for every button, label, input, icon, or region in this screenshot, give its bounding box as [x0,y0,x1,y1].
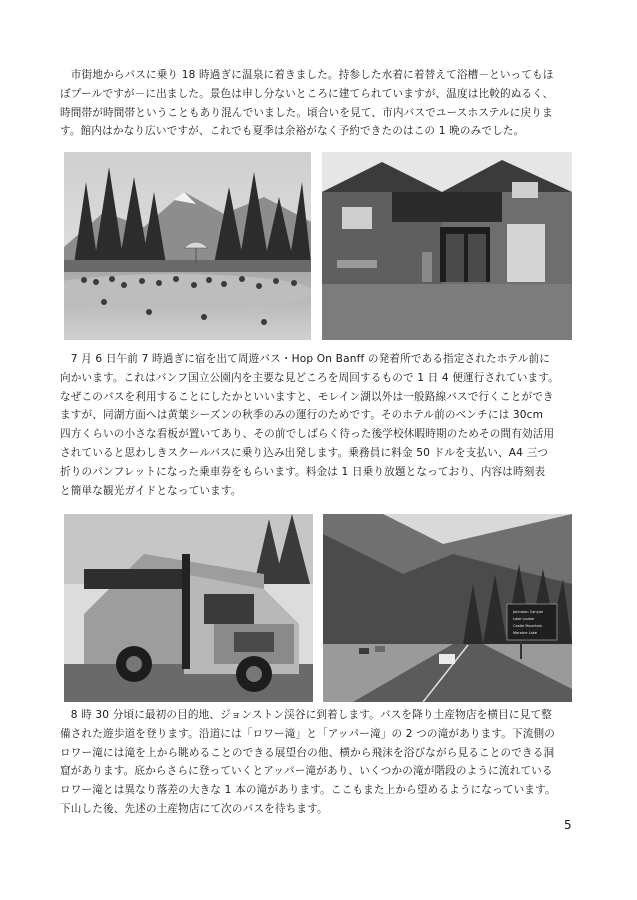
text-line: なぜこのバスを利用することにしたかといいますと、モレイン湖以外は一般路線バスで行くことができ [60,390,554,403]
text-line: ロワー滝とは異なり落差の大きな 1 本の滝があります。ここもまた上から望めるようになっています。 [60,784,556,797]
hot-spring-pool-photo [64,152,311,340]
text-line: 四方くらいの小さな看板が置いてあり、その前でしばらく待った後学校休暇時期のためその間有効活用 [60,428,555,441]
text-line: ぼプールですが－に出ました。景色は申し分ないところに建てられていますが、温度は比較的ぬるく、 [60,87,554,100]
text-line: 市街地からバスに乗り 18 時過ぎに温泉に着きました。持参した水着に着替えて浴槽－といってもほ [60,69,554,81]
text-line: ロワー滝には滝を上から眺めることのできる展望台の他、横から飛沫を浴びながら見ることのできる洞 [60,746,555,759]
youth-hostel-photo [322,152,572,340]
school-bus-photo [64,514,313,702]
road-sign-line-2: Lake Louise [513,617,535,621]
text-line: 折りのパンフレットになった乗車券をもらいます。料金は 1 日乗り放題となっており、内容は時刻表 [60,465,546,478]
text-line: されていると思わしきスクールバスに乗り込み出発します。乗務員に料金 50 ドルを支払い、A4 三つ [60,446,549,459]
paragraph-hop-on-banff [60,350,582,500]
text-line: と簡単な観光ガイドとなっています。 [60,484,242,497]
road-sign-line-3: Castle Mountain [513,624,543,628]
text-line: 時間帯が時間帯ということもあり混んでいました。頃合いを見て、市内バスでユースホステルに戻りま [60,106,553,119]
paragraph-hot-spring [60,66,582,141]
text-line: 8 時 30 分頃に最初の目的地、ジョンストン渓谷に到着します。バスを降り土産物店を横目に見て整 [60,709,552,721]
road-sign-line-4: Moraine Lake [513,631,537,635]
paragraph-johnston-canyon [60,706,582,819]
page-number: 5 [564,818,572,832]
text-line: ますが、同湖方面へは黄葉シーズンの秋季のみの運行のためです。そのホテル前のベンチには 30cm [60,409,544,422]
mountain-highway-photo [323,514,572,702]
text-line: 窟があります。底からさらに登っていくとアッパー滝があり、いくつかの滝が階段のように流れている [60,765,553,778]
text-line: 向かいます。これはバンフ国立公園内を主要な見どころを周回するもので 1 日 4 便運行されています。 [60,371,559,384]
text-line: 下山した後、先述の土産物店にて次のバスを待ちます。 [60,802,328,815]
text-line: 7 月 6 日午前 7 時過ぎに宿を出て周遊バス・Hop On Banff の発着所である指定されたホテル前に [60,353,550,365]
road-sign-line-1: Johnston Canyon [513,610,544,614]
text-line: す。館内はかなり広いですが、これでも夏季は余裕がなく予約できたのはこの 1 晩のみでした。 [60,125,525,138]
text-line: 備された遊歩道を登ります。沿道には「ロワー滝」と「アッパー滝」の 2 つの滝があります。下流側の [60,727,555,740]
